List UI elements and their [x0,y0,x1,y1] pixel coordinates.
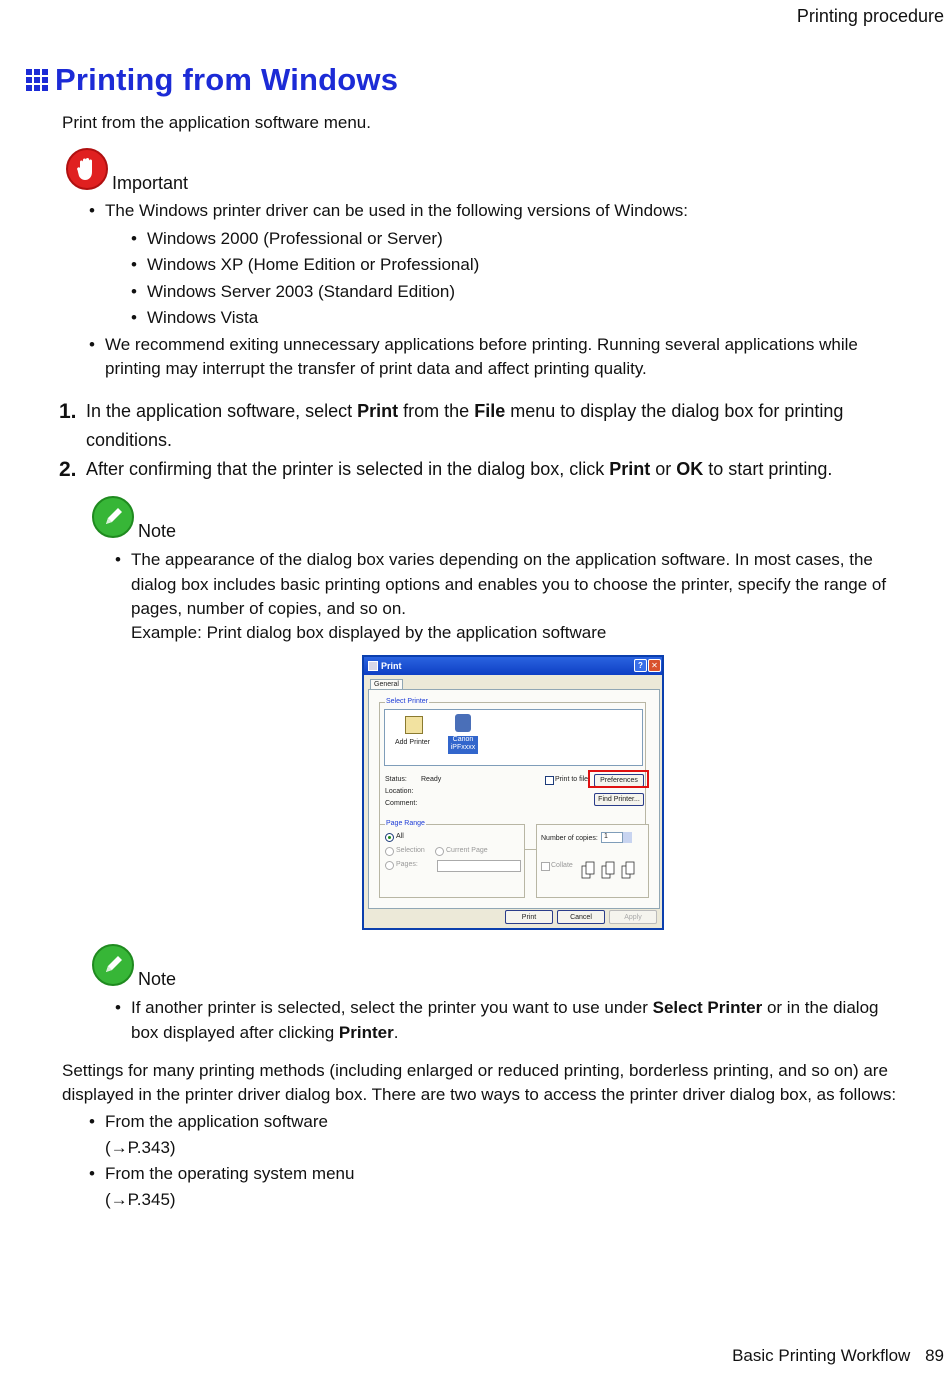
help-button[interactable]: ? [634,659,647,672]
select-printer-label: Select Printer [386,698,429,705]
add-printer-icon[interactable] [405,716,423,734]
print-to-file-label: Print to file [555,776,589,783]
find-printer-button[interactable]: Find Printer... [594,793,644,806]
comment-label: Comment: [385,800,418,807]
page-number: 89 [925,1346,944,1365]
list-item: • The appearance of the dialog box varies depending on the application software. In most cases, the dialog box includes basic printing options and enables you to choose the printer, specify the range of pages, number of copies, and so on. [131,548,911,622]
note-callout [92,496,177,541]
settings-paragraph: Settings for many printing methods (including enlarged or reduced printing, borderless printing, and so on) are displayed in the printer driver dialog box. There are two ways to access the printer driver dialog box, as follows: [62,1061,897,1104]
section-heading [26,62,398,98]
access-methods-list [105,1109,705,1213]
list-item: • Windows Vista [147,305,905,332]
all-label: All [396,833,404,840]
list-item: • From the application software (→P.343) [105,1109,705,1161]
footer-section: Basic Printing Workflow [732,1346,911,1365]
page-footer [732,1346,944,1366]
collate-pages-icon [581,860,641,880]
selected-printer-label[interactable]: Canon iPFxxxx [448,736,478,754]
print-to-file-checkbox[interactable] [545,776,554,785]
step-2: 2. After confirming that the printer is selected in the dialog box, click Print or OK to start printing. [59,458,833,481]
list-item: • We recommend exiting unnecessary applications before printing. Running several applications while printing may interrupt the transfer of print data and affect printing quality. [105,333,905,382]
important-callout [66,148,189,193]
close-button[interactable]: ✕ [648,659,661,672]
canon-printer-icon[interactable] [455,714,471,732]
steps-list [59,397,919,484]
copies-label: Number of copies: [541,835,598,842]
dialog-titlebar [364,657,662,675]
hand-stop-icon [66,148,108,190]
tab-panel [368,689,660,909]
copies-spinner[interactable] [622,832,632,843]
note-callout-2 [92,944,177,989]
tab-general[interactable]: General [370,679,403,689]
copies-input[interactable]: 1 [601,832,631,843]
windows-version-list [105,226,905,332]
selection-label: Selection [396,847,425,854]
location-label: Location: [385,788,414,795]
grid-icon [26,69,48,91]
example-caption: Example: Print dialog box displayed by the application software [131,622,607,642]
current-page-radio[interactable] [435,847,444,856]
pages-input[interactable] [437,860,521,872]
step-1: 1. In the application software, select Print from the File menu to display the dialog box for printing conditions. [59,400,844,450]
print-button[interactable]: Print [505,910,553,924]
intro-text: Print from the application software menu. [62,113,371,132]
list-item: • The Windows printer driver can be used in the following versions of Windows: [105,199,905,224]
apply-button[interactable]: Apply [609,910,657,924]
important-list [105,199,905,382]
pencil-icon [92,496,134,538]
printer-icon [368,661,378,671]
highlight-box [588,770,649,788]
running-header: Printing procedure [796,6,944,26]
list-item: • Windows XP (Home Edition or Professional) [147,252,905,279]
pages-radio[interactable] [385,861,394,870]
current-page-label: Current Page [446,847,488,854]
note-list [131,548,911,645]
dialog-title: Print [381,661,402,671]
all-radio[interactable] [385,833,394,842]
page-range-label: Page Range [386,820,425,827]
note-label: Note [138,521,177,541]
note-label: Note [138,969,177,989]
status-label: Status: [385,776,407,783]
page-title: Printing from Windows [55,62,399,97]
preferences-button[interactable]: Preferences [594,774,644,787]
print-dialog [362,655,664,930]
pages-label: Pages: [396,861,418,868]
note-list-2 [131,996,911,1045]
add-printer-label[interactable]: Add Printer [395,739,431,746]
pencil-icon [92,944,134,986]
list-item: • From the operating system menu (→P.345) [105,1161,705,1213]
selection-radio[interactable] [385,847,394,856]
page-ref-link[interactable]: (→P.345) [105,1190,176,1209]
collate-label: Collate [551,862,573,869]
list-item: • Windows 2000 (Professional or Server) [147,226,905,253]
list-item: • If another printer is selected, select the printer you want to use under Select Printer or in the dialog box displayed after clicking Printer. [131,996,911,1045]
collate-checkbox[interactable] [541,862,550,871]
cancel-button[interactable]: Cancel [557,910,605,924]
important-label: Important [112,173,189,193]
page-ref-link[interactable]: (→P.343) [105,1138,176,1157]
list-item: • Windows Server 2003 (Standard Edition) [147,279,905,306]
status-value: Ready [421,776,442,783]
